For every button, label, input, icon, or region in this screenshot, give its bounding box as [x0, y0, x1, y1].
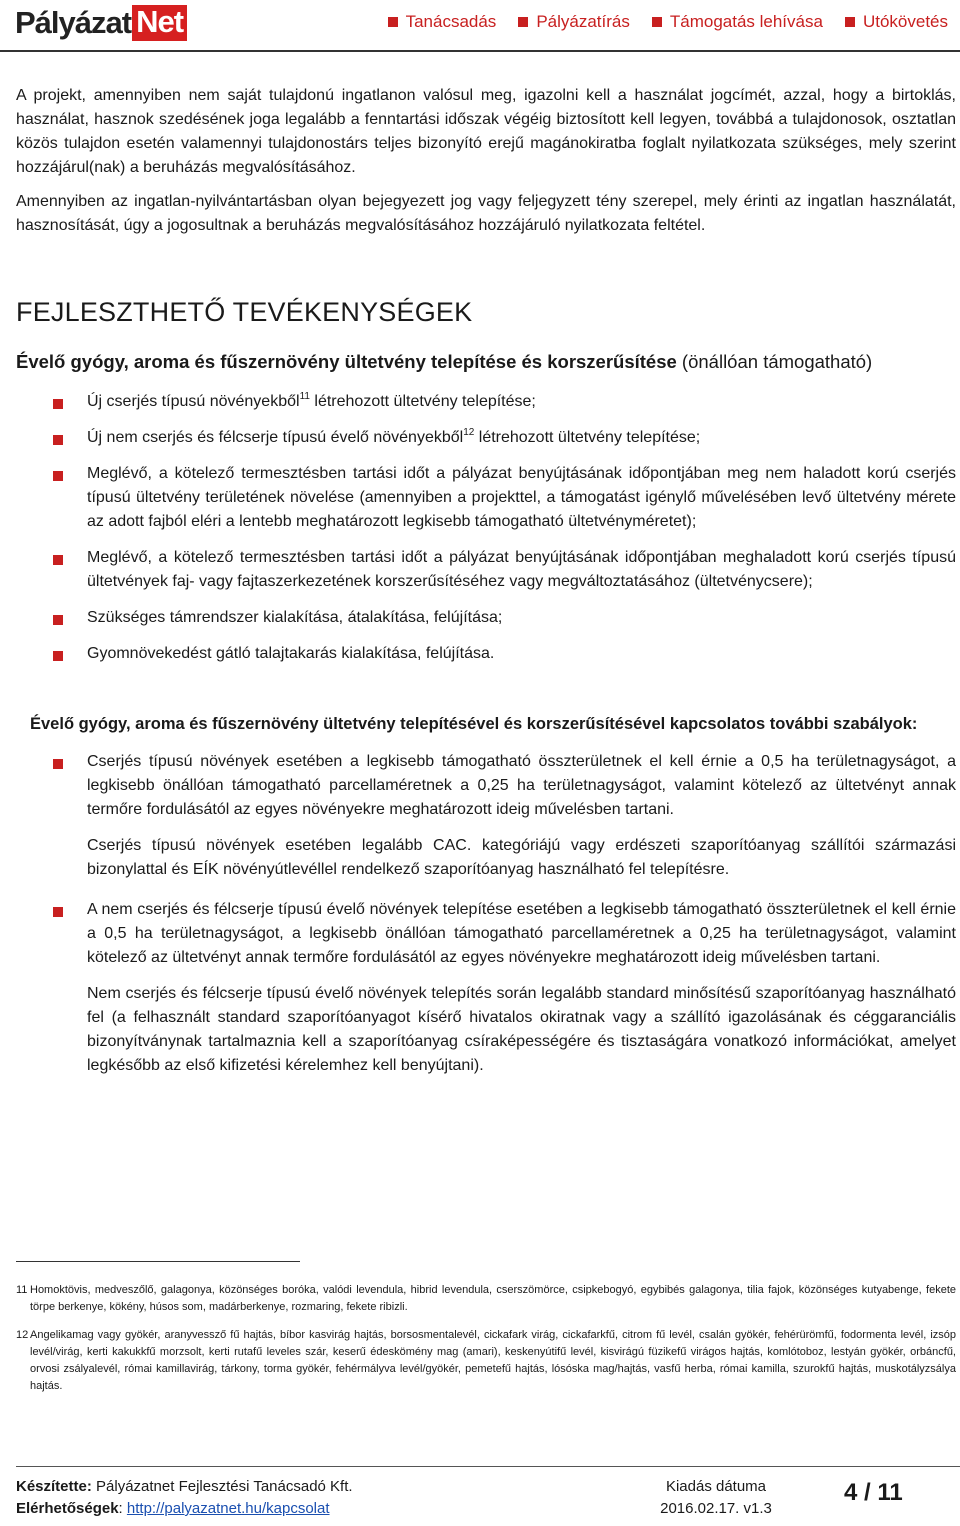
footer-contact-sep: : — [118, 1500, 127, 1517]
footnote-number: 12 — [16, 1329, 29, 1341]
list-item — [16, 546, 956, 594]
square-bullet-icon — [53, 651, 63, 661]
main-nav — [388, 12, 948, 32]
list-item-text: létrehozott ültetvény telepítése; — [474, 429, 701, 446]
footer-contact-label: Elérhetőségek — [16, 1500, 119, 1517]
list-item-text: Új nem cserjés és félcserje típusú évelő növényekből — [87, 429, 464, 446]
rule-subtext: Cserjés típusú növények esetében legalább CAC. kategóriájú vagy erdészeti szaporítóanyag szállítói származási bizonylattal és EÍK növényútlevéllel rendelkező szaporítóanyag használható fel telepítésre. — [87, 837, 956, 878]
nav-item-label: Tanácsadás — [405, 12, 497, 31]
square-bullet-icon — [53, 907, 63, 917]
site-header — [0, 0, 960, 52]
footer-issue — [656, 1476, 776, 1520]
footnote-text: Angelikamag vagy gyökér, aranyvessző fű hajtás, bíbor kasvirág hajtás, borsosmentalevél, cickafark virág, cickafarkfű, citrom fű levél, csalán gyökér, fehérürömfű, fodormenta levél, izsóp levél/virág, kerti kakukkfű morzsolt, kerti rutafű leveles szár, keserű édeskömény mag (amari), keskenyútifű levél, kisvirágú füzikefű virágos hajtás, komlótoboz, lestyán gyökér, orbáncfű, orvosi zsályalevél, római kamillavirág, tárkony, torma gyökér, fehérmályva levél/gyökér, pemetefű hajtás, lósóska mag/hajtás, vasfű herba, római kamilla, szurokfű hajtás, muskotályzsálya hajtás. — [30, 1329, 956, 1392]
nav-item-label: Utókövetés — [862, 12, 948, 31]
logo-text: Pályázat — [15, 5, 132, 40]
nav-item-tanacsadas[interactable] — [388, 12, 497, 32]
subsection-title — [16, 350, 956, 374]
footer-made-by-label: Készítette: — [16, 1478, 92, 1495]
paragraph-usage-rights: A projekt, amennyiben nem saját tulajdonú ingatlanon valósul meg, igazolni kell a használat jogcímét, azzal, hogy a birtoklás, használat, hasznok szedésének joga legalább a fenntartási időszak végéig biztosított kell legyen, továbbá a tulajdonosok, osztatlan közös tulajdon esetén valamennyi tulajdonostárs teljes bizonyító erejű magánokiratba foglalt nyilatkozata szükséges, mely szerint hozzájárul(nak) a beruházás megvalósításához. — [16, 87, 956, 176]
square-bullet-icon — [652, 17, 662, 27]
list-item — [16, 390, 956, 414]
footnote-divider — [16, 1261, 300, 1262]
list-item-text: Meglévő, a kötelező termesztésben tartási időt a pályázat benyújtásának időpontjában meg nem haladott korú cserjés típusú ültetvény területének növelése (amennyiben a projekttel, a támogatást igénylő művelésében levő ültetvény mérete az adott fajból eléri a lentebb meghatározott legkisebb támogatható ültetvényméretet); — [87, 465, 956, 530]
footnote-number: 11 — [16, 1284, 28, 1296]
nav-item-label: Pályázatírás — [536, 12, 630, 31]
square-bullet-icon — [53, 471, 63, 481]
square-bullet-icon — [53, 435, 63, 445]
square-bullet-icon — [53, 555, 63, 565]
square-bullet-icon — [845, 17, 855, 27]
square-bullet-icon — [388, 17, 398, 27]
rules-title: Évelő gyógy, aroma és fűszernövény ültetvény telepítésével és korszerűsítésével kapcsolatos további szabályok: — [30, 715, 918, 733]
list-item-text: Gyomnövekedést gátló talajtakarás kialakítása, felújítása. — [87, 645, 495, 662]
footnote-ref[interactable]: 11 — [299, 391, 310, 402]
footnote — [16, 1327, 956, 1395]
nav-item-tamogatas-lehivasa[interactable] — [652, 12, 823, 32]
footer-divider — [16, 1466, 960, 1467]
section-title: FEJLESZTHETŐ TEVÉKENYSÉGEK — [16, 297, 473, 327]
list-item-text: Új cserjés típusú növényekből — [87, 393, 300, 410]
page-number: 4 / 11 — [844, 1479, 903, 1506]
footer-credits — [16, 1476, 353, 1520]
rules-list — [16, 750, 956, 1078]
square-bullet-icon — [53, 399, 63, 409]
footnotes — [16, 1282, 956, 1406]
document-body — [16, 84, 956, 1090]
list-item — [16, 898, 956, 1078]
square-bullet-icon — [518, 17, 528, 27]
activity-list — [16, 390, 956, 666]
contact-link[interactable]: http://palyazatnet.hu/kapcsolat — [126, 1500, 330, 1517]
subsection-title-note: (önállóan támogatható) — [676, 351, 873, 372]
list-item — [16, 462, 956, 534]
page-footer — [16, 1476, 960, 1522]
list-item — [16, 750, 956, 882]
footnote — [16, 1282, 956, 1316]
list-item — [16, 642, 956, 666]
list-item-text: Meglévő, a kötelező termesztésben tartási időt a pályázat benyújtásának időpontjában meghaladott korú cserjés típusú ültetvények faj- vagy fajtaszerkezetének korszerűsítéséhez vagy megváltoztatásához (ültetvénycsere); — [87, 549, 956, 590]
nav-item-utokovetes[interactable] — [845, 12, 948, 32]
rule-text: Cserjés típusú növények esetében a legkisebb támogatható összterületnek el kell érnie a 0,5 ha területnagyságot, a legkisebb önállóan támogatható parcellaméretnek a 0,25 ha területnagyságot, valamint kötelező az ültetvényt annak termőre fordulásától az egyes növényekre meghatározott ideig művelésben tartani. — [87, 753, 956, 818]
list-item-text: Szükséges támrendszer kialakítása, átalakítása, felújítása; — [87, 609, 503, 626]
footnote-text: Homoktövis, medveszőlő, galagonya, közönséges boróka, valódi levendula, hibrid levendula, cserszömörce, csipkebogyó, egybibés galagonya, tilia fajok, közönséges kutyabenge, fekete törpe berkenye, kökény, húsos som, madárberkenye, rozmaring, fekete ribizli. — [30, 1284, 956, 1313]
rule-subtext: Nem cserjés és félcserje típusú évelő növények telepítés során legalább standard minősítésű szaporítóanyag használható fel (a felhasznált standard szaporítóanyagot kísérő hivatalos okiratnak vagy a szállító igazolásának és céggaranciális bizonyítványnak tartalmaznia kell a szaporítóanyag csíraképességére és tisztaságára vonatkozó információkat, amelyet legkésőbb az első kifizetési kérelemhez kell benyújtani). — [87, 985, 956, 1074]
list-item-text: létrehozott ültetvény telepítése; — [309, 393, 536, 410]
list-item — [16, 426, 956, 450]
nav-item-label: Támogatás lehívása — [669, 12, 823, 31]
square-bullet-icon — [53, 615, 63, 625]
square-bullet-icon — [53, 759, 63, 769]
footer-made-by — [16, 1476, 353, 1498]
rule-text: A nem cserjés és félcserje típusú évelő növények telepítése esetében a legkisebb támogatható összterületnek el kell érnie a 0,5 ha területnagyságot, a legkisebb önállóan támogatható parcellaméretnek a 0,25 ha területnagyságot, valamint kötelező az ültetvényt annak termőre fordulásától az egyes növényekre meghatározott ideig művelésben tartani. — [87, 901, 956, 966]
logo[interactable] — [15, 4, 187, 42]
issue-value: 2016.02.17. v1.3 — [660, 1500, 772, 1517]
paragraph-land-registry: Amennyiben az ingatlan-nyilvántartásban olyan bejegyezett jog vagy feljegyzett tény szerepel, mely érinti az ingatlan használatát, hasznosítását, úgy a jogosultnak a beruházás megvalósításához hozzájáruló nyilatkozata feltétel. — [16, 193, 956, 234]
issue-label: Kiadás dátuma — [665, 1478, 767, 1495]
list-item — [16, 606, 956, 630]
footer-made-by-value: Pályázatnet Fejlesztési Tanácsadó Kft. — [91, 1478, 353, 1495]
logo-net-box: Net — [132, 5, 187, 41]
subsection-title-bold: Évelő gyógy, aroma és fűszernövény ültetvény telepítése és korszerűsítése — [16, 351, 677, 372]
footnote-ref[interactable]: 12 — [463, 427, 475, 438]
nav-item-palyazatiras[interactable] — [518, 12, 630, 32]
footer-contact — [16, 1498, 353, 1520]
